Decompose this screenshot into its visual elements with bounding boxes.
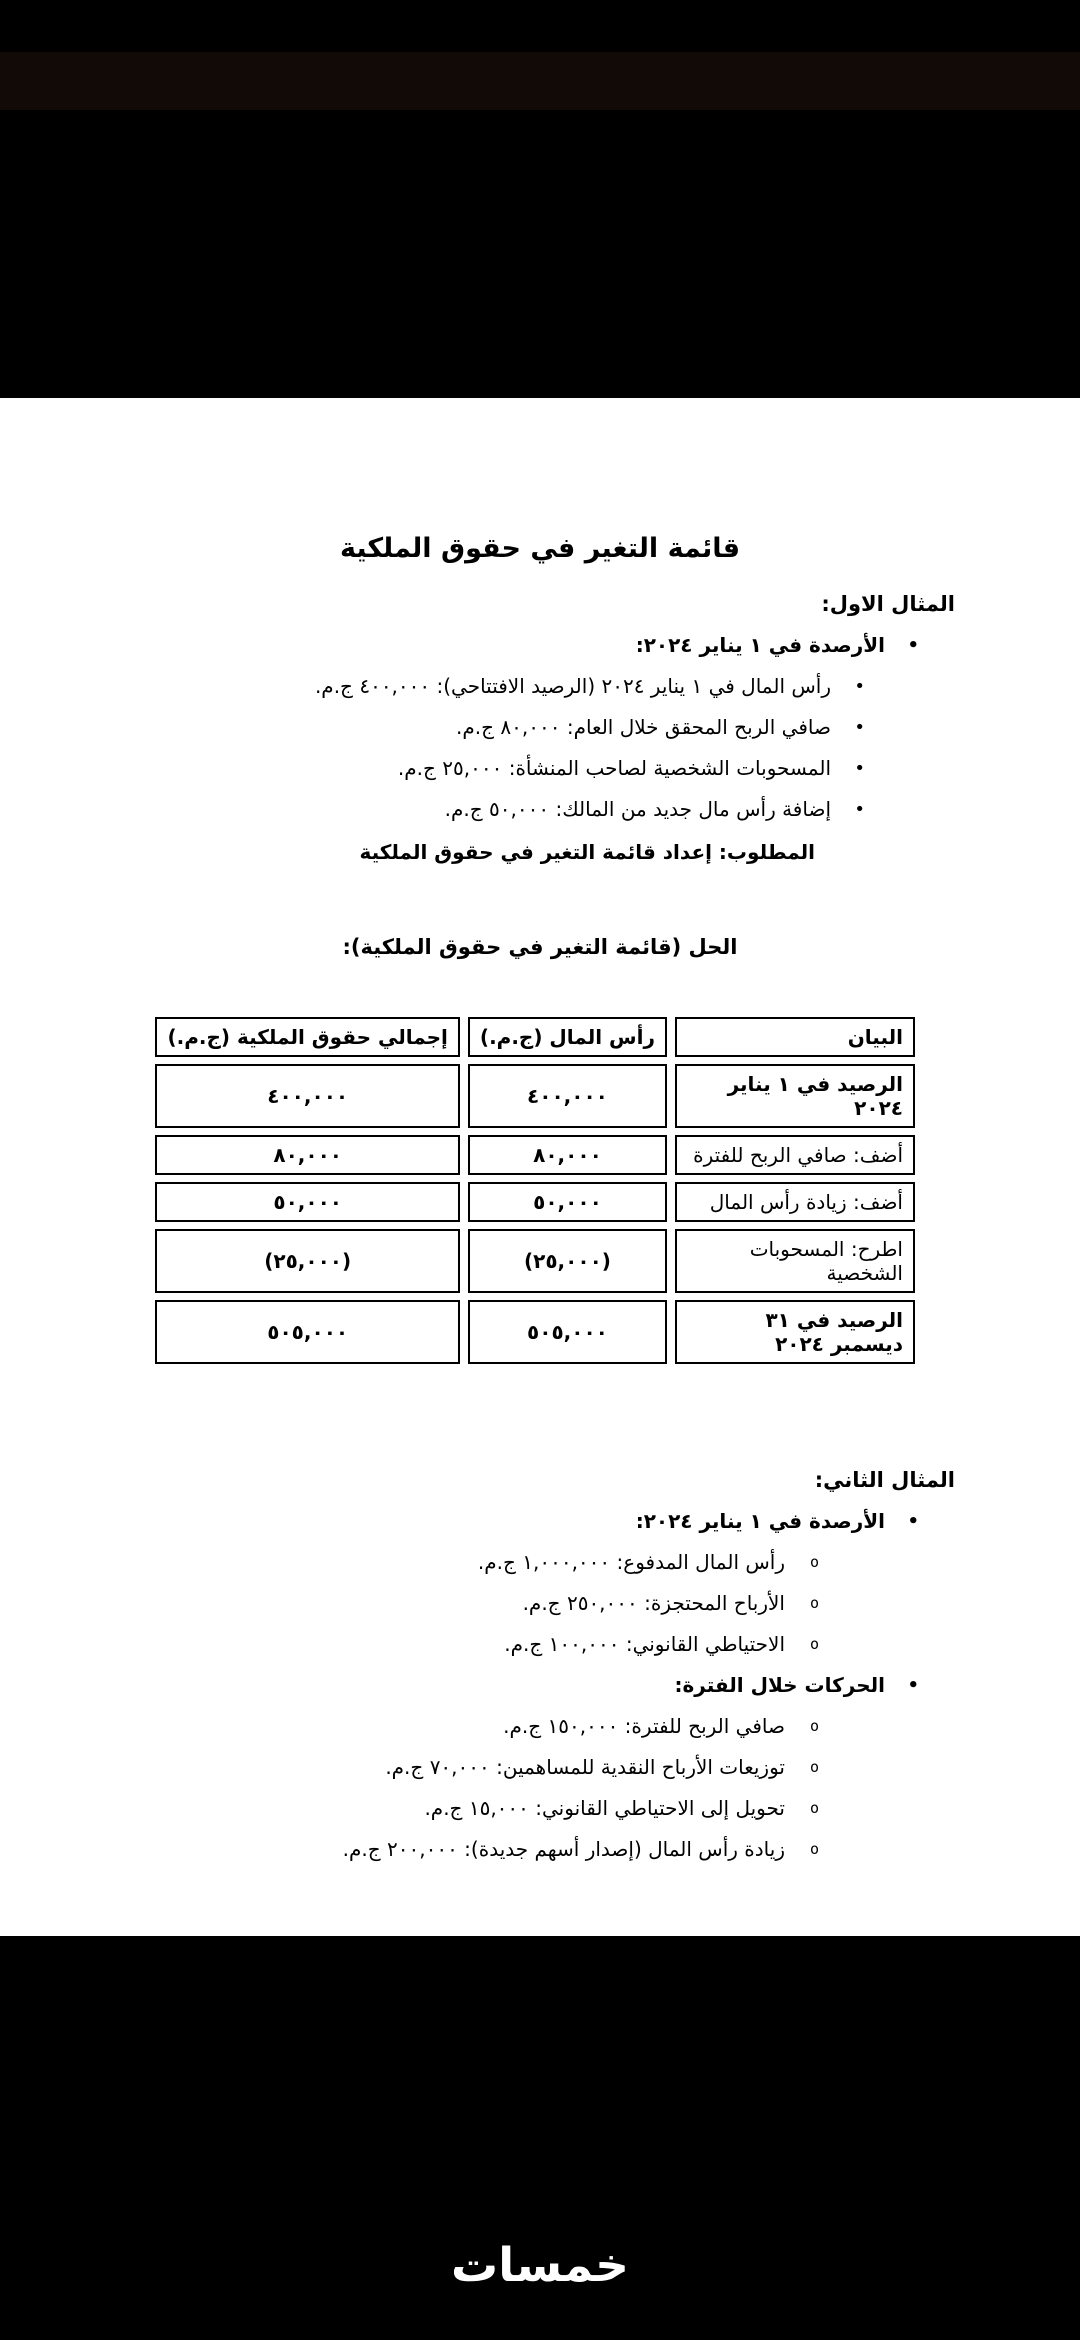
capital-value-cell: ٥٠٥,٠٠٠ xyxy=(468,1300,667,1364)
table-row xyxy=(155,1182,915,1222)
bullet-icon: • xyxy=(854,799,865,820)
list-item xyxy=(125,1629,955,1660)
circle-bullet-icon: o xyxy=(809,1717,819,1735)
table-row xyxy=(155,1064,915,1128)
list-item xyxy=(125,712,955,743)
list-item xyxy=(125,1588,955,1619)
list-item-label: إضافة رأس مال جديد من المالك: ٥٠,٠٠٠ ج.م. xyxy=(444,797,831,821)
bullet-icon: • xyxy=(907,635,919,656)
capital-value-cell: ٤٠٠,٠٠٠ xyxy=(468,1064,667,1128)
row-label-cell: أضف: زيادة رأس المال xyxy=(675,1182,915,1222)
circle-bullet-icon: o xyxy=(809,1799,819,1817)
row-label-cell: الرصيد في ٣١ ديسمبر ٢٠٢٤ xyxy=(675,1300,915,1364)
list-item-label: تحويل إلى الاحتياطي القانوني: ١٥,٠٠٠ ج.م. xyxy=(424,1796,785,1820)
list-item-label: زيادة رأس المال (إصدار أسهم جديدة): ٢٠٠,٠٠٠ ج.م. xyxy=(342,1837,785,1861)
total-value-cell: ٥٠٥,٠٠٠ xyxy=(155,1300,459,1364)
row-label-cell: أضف: صافي الربح للفترة xyxy=(675,1135,915,1175)
list-item-label: الاحتياطي القانوني: ١٠٠,٠٠٠ ج.م. xyxy=(504,1632,785,1656)
row-label-cell: اطرح: المسحوبات الشخصية xyxy=(675,1229,915,1293)
required-line: المطلوب: إعداد قائمة التغير في حقوق الملكية xyxy=(359,840,815,864)
equity-statement-table xyxy=(147,1010,923,1371)
table-header-statement: البيان xyxy=(675,1017,915,1057)
list-item xyxy=(125,1711,955,1742)
total-value-cell: (٢٥,٠٠٠) xyxy=(155,1229,459,1293)
example-1-section xyxy=(125,588,955,868)
capital-value-cell: ٨٠,٠٠٠ xyxy=(468,1135,667,1175)
list-item-label: توزيعات الأرباح النقدية للمساهمين: ٧٠,٠٠٠ ج.م. xyxy=(385,1755,785,1779)
list-item xyxy=(125,753,955,784)
table-header-capital: رأس المال (ج.م.) xyxy=(468,1017,667,1057)
list-item xyxy=(125,630,955,661)
total-value-cell: ٨٠,٠٠٠ xyxy=(155,1135,459,1175)
list-item xyxy=(125,1793,955,1824)
list-item-label: صافي الربح المحقق خلال العام: ٨٠,٠٠٠ ج.م. xyxy=(456,715,831,739)
total-value-cell: ٤٠٠,٠٠٠ xyxy=(155,1064,459,1128)
status-bar-tint xyxy=(0,52,1080,110)
list-item-label: الأرصدة في ١ يناير ٢٠٢٤: xyxy=(635,633,885,657)
list-item xyxy=(125,794,955,825)
list-item xyxy=(125,671,955,702)
list-item xyxy=(125,1752,955,1783)
table-row xyxy=(155,1135,915,1175)
document-page xyxy=(0,398,1080,1936)
list-item-label: رأس المال في ١ يناير ٢٠٢٤ (الرصيد الافتتاحي): ٤٠٠,٠٠٠ ج.م. xyxy=(314,674,831,698)
bullet-icon: • xyxy=(854,676,865,697)
list-item xyxy=(125,1506,955,1537)
circle-bullet-icon: o xyxy=(809,1635,819,1653)
list-item xyxy=(125,1670,955,1701)
circle-bullet-icon: o xyxy=(809,1553,819,1571)
bullet-icon: • xyxy=(907,1675,919,1696)
page-title: قائمة التغير في حقوق الملكية xyxy=(339,533,741,564)
list-item-label: صافي الربح للفترة: ١٥٠,٠٠٠ ج.م. xyxy=(503,1714,785,1738)
table-header-row xyxy=(155,1017,915,1057)
table-row xyxy=(155,1229,915,1293)
row-label-cell: الرصيد في ١ يناير ٢٠٢٤ xyxy=(675,1064,915,1128)
list-item xyxy=(125,1547,955,1578)
khamsat-logo: خمسات xyxy=(450,2238,630,2293)
solution-heading: الحل (قائمة التغير في حقوق الملكية): xyxy=(342,935,738,959)
list-item-label: الأرباح المحتجزة: ٢٥٠,٠٠٠ ج.م. xyxy=(522,1591,785,1615)
capital-value-cell: ٥٠,٠٠٠ xyxy=(468,1182,667,1222)
bullet-icon: • xyxy=(854,717,865,738)
circle-bullet-icon: o xyxy=(809,1594,819,1612)
list-item-label: الأرصدة في ١ يناير ٢٠٢٤: xyxy=(635,1509,885,1533)
circle-bullet-icon: o xyxy=(809,1840,819,1858)
total-value-cell: ٥٠,٠٠٠ xyxy=(155,1182,459,1222)
capital-value-cell: (٢٥,٠٠٠) xyxy=(468,1229,667,1293)
bullet-icon: • xyxy=(854,758,865,779)
example-2-heading: المثال الثاني: xyxy=(814,1468,955,1492)
list-item-label: رأس المال المدفوع: ١,٠٠٠,٠٠٠ ج.م. xyxy=(477,1550,785,1574)
list-item-label: المسحوبات الشخصية لصاحب المنشأة: ٢٥,٠٠٠ ج.م. xyxy=(397,756,831,780)
top-letterbox xyxy=(0,0,1080,398)
example-1-heading: المثال الاول: xyxy=(821,592,955,616)
list-item xyxy=(125,1834,955,1865)
table-header-total: إجمالي حقوق الملكية (ج.م.) xyxy=(155,1017,459,1057)
circle-bullet-icon: o xyxy=(809,1758,819,1776)
table-row xyxy=(155,1300,915,1364)
bullet-icon: • xyxy=(907,1511,919,1532)
example-2-section xyxy=(125,1464,955,1865)
list-item-label: الحركات خلال الفترة: xyxy=(674,1673,885,1697)
